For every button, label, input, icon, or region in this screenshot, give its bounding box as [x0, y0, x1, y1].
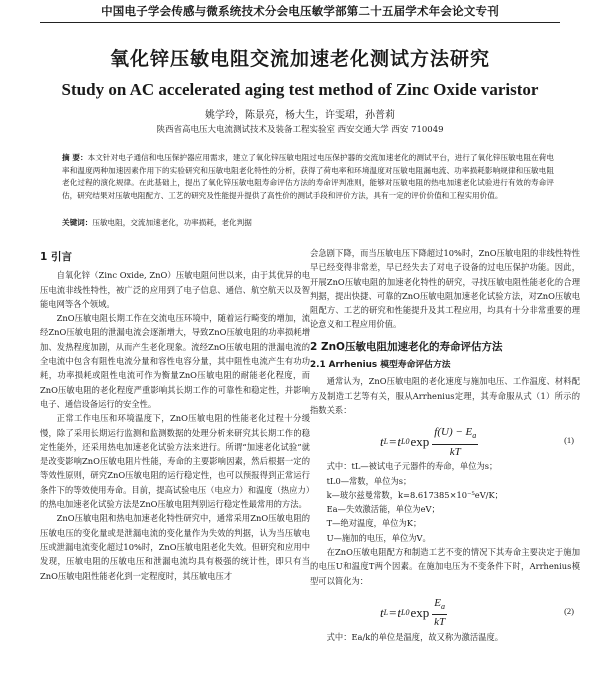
right-column	[310, 246, 580, 644]
symbol-definitions	[310, 459, 580, 545]
paragraph: ZnO压敏电阻长期工作在交流电压环境中，随着运行畸变的增加，流经ZnO压敏电阻的泄漏电流会逐渐增大，导致ZnO压敏电阻的功率损耗增加、发热程度加剧，从而产生老化现象。流经ZnO压敏电阻的泄漏电流的全电流中包含有阻性电流分量和容性电容分量，其中阻性电流产生有功功耗，功率损耗或阻性电流可作为衡量ZnO压敏电阻的耐能老化程度，而ZnO压敏电阻的老化程度严重影响其长期工作的可靠性和稳定性，并影响电子、通信设备运行的安全性。	[40, 313, 310, 409]
paragraph: 通常认为，ZnO压敏电阻的老化速度与施加电压、工作温度、材料配方及制造工艺等有关，服从Arrhenius定理，其寿命服从式（1）所示的指数关系：	[310, 376, 580, 415]
definition-line: U—施加的电压，单位为V。	[326, 532, 431, 543]
subsection-2-1-heading: 2.1 Arrhenius 模型寿命评估方法	[310, 360, 451, 371]
title-chinese: 氧化锌压敏电阻交流加速老化测试方法研究	[109, 48, 490, 70]
keywords-text: 压敏电阻，交流加速老化，功率损耗，老化判据	[92, 218, 252, 227]
keywords	[62, 217, 554, 229]
equation-2-number: (2)	[564, 605, 574, 616]
definition-line: Ea—失效激活能，单位为eV；	[326, 504, 440, 515]
running-header: 中国电子学会传感与微系统技术分会电压敏学部第二十五届学术年会论文专刊	[40, 3, 560, 23]
section-2-heading: 2 ZnO压敏电阻加速老化的寿命评估方法	[310, 340, 503, 353]
paragraph: ZnO压敏电阻和热电加速老化特性研究中，通常采用ZnO压敏电阻的压敏电压的变化量或是泄漏电流的变化量作为失效的判据，认为当压敏电压或泄漏电流变化超过10%时，ZnO压敏电阻老化失效。但研究和应用中发现，压敏电阻的压敏电压和泄漏电流均具有极强的统计性，即只有当ZnO压敏电阻性能老化到一定程度时，其压敏电压才	[40, 513, 310, 581]
left-column	[40, 246, 310, 583]
keywords-label: 关键词：	[62, 218, 93, 227]
paragraph: 在ZnO压敏电阻配方和制造工艺不变的情况下其寿命主要决定于施加的电压U和温度T两个因素。在施加电压为不变条件下时，Arrhenius模型可以简化为：	[310, 547, 580, 586]
abstract-label: 摘 要：	[62, 153, 88, 162]
equation-2-fraction: $\frac{E_a}{kT}$	[434, 596, 446, 629]
paragraph: 自氧化锌（Zinc Oxide, ZnO）压敏电阻问世以来，由于其优异的电压电流非线性特性，被广泛的应用到了电子信息、通信、航空航天以及智能电网等各个领域。	[40, 270, 310, 309]
paragraph: 式中：Ea/k的单位是温度，故又称为激活温度。	[326, 631, 504, 642]
authors: 姚学玲，陈景亮，杨大生，许雯珺，孙普莉	[205, 110, 395, 121]
equation-1: t L = t L0 exp $\frac{f(U) - E_a}{kT}$ (1)	[380, 426, 574, 458]
definition-line: T—绝对温度，单位为K；	[326, 518, 422, 529]
section-1-heading: 1 引言	[40, 251, 72, 263]
definition-line: k—玻尔兹曼常数，k=8.617385×10⁻⁵eV/K；	[326, 489, 503, 500]
affiliation: 陕西省高电压大电流测试技术及装备工程实验室 西安交通大学 西安 710049	[156, 125, 444, 135]
title-english: Study on AC accelerated aging test method of Zinc Oxide varistor	[61, 80, 539, 99]
equation-2: t L = t L0 exp $\frac{E_a}{kT}$ (2)	[380, 596, 574, 629]
definition-line: tL0—常数，单位为s；	[326, 475, 412, 486]
equation-1-number: (1)	[564, 435, 574, 446]
equation-1-fraction: $\frac{f(U) - E_a}{kT}$	[434, 426, 477, 458]
abstract	[62, 152, 554, 202]
paragraph: 会急剧下降，而当压敏电压下降超过10%时，ZnO压敏电阻的非线性特性早已经变得非常差，早已经失去了对电子设备的过电压保护功能。因此，开展ZnO压敏电阻的加速老化特性的研究，寻找压敏电阻性能老化的合理判据，提出快捷、可靠的ZnO压敏电阻加速老化试验方法，对ZnO压敏电阻配方、工艺的研究和性能提升及其工程应用，均具有十分非常重要的理论意义和工程应用价值。	[310, 248, 580, 330]
paragraph: 正常工作电压和环境温度下，ZnO压敏电阻的性能老化过程十分缓慢，除了采用长期运行监测和监测数据的处理分析来研究其长期工作的稳定性能外，还采用热电加速老化试验方法来进行。所谓“加速老化试验”就是改变影响ZnO压敏电阻片性能，寿命的主要影响因素，然后根据一定的等效性原则，研究ZnO压敏电阻的运行稳定性，也可以预报得到正常运行条件下的等效使用寿命。目前，提高试验电压（电应力）和温度（热应力）的热电加速老化试验方法是ZnO压敏电阻判别运行稳定性最常用的方法。	[40, 413, 310, 510]
definition-line: 式中：tL—被试电子元器件的寿命，单位为s；	[326, 461, 498, 472]
abstract-text: 本文针对电子通信和电压保护器应用需求，建立了氧化锌压敏电阻过电压保护器的交流加速老化的测试平台，进行了氧化锌压敏电阻在荷电率和温度两种加速因素作用下的实验研究和压敏电阻老化特性的分析，获得了荷电率和环境温度对压敏电阻漏电流、功率损耗影响规律和压敏电阻老化过程的演化规律。在此基础上，提出了氧化锌压敏电阻寿命评估方法的寿命评判准则，能够对压敏电阻的热电加速老化试验进行有效的寿命评估，研究结果对压敏电阻配方、工艺的研究及性能提升提供了高性价的测试手段和评价方法，具有一定的评价价值和工程实用价值。	[62, 153, 554, 200]
